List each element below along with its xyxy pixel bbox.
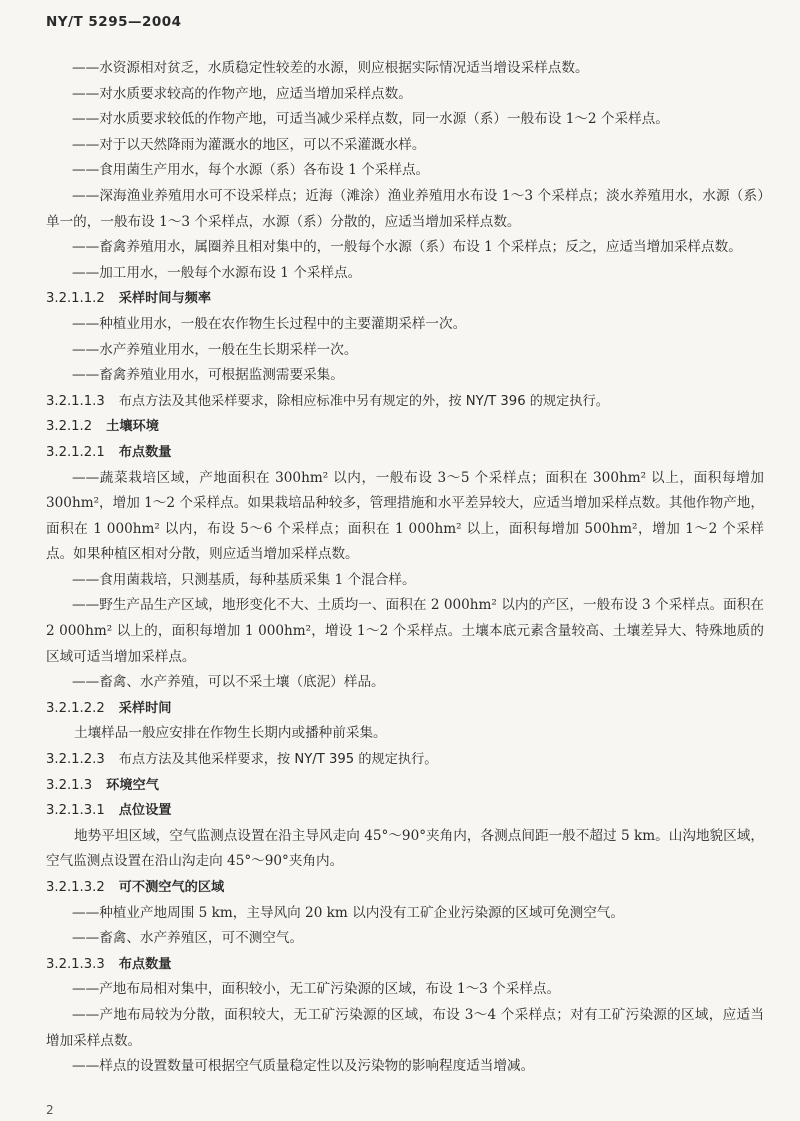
section-heading <box>46 747 764 773</box>
section-title: 布点数量 <box>118 444 172 460</box>
section-heading <box>46 952 764 978</box>
section-title: 环境空气 <box>106 777 159 793</box>
list-item: ——水产养殖业用水，一般在生长期采样一次。 <box>72 341 358 358</box>
list-item: ——对水质要求较低的作物产地，可适当减少采样点数，同一水源（系）一般布设 1～2 个采样点。 <box>72 111 669 128</box>
paragraph: 地势平坦区域，空气监测点设置在沿主导风走向 45°～90°夹角内，各测点间距一般不超过 5 km。山沟地貌区域，空气监测点设置在沿山沟走向 45°～90°夹角内。 <box>46 827 764 870</box>
section-number: 3.2.1.3.1 <box>46 803 105 819</box>
section-title: 采样时间 <box>118 700 172 716</box>
section-title: 点位设置 <box>118 803 172 819</box>
section-heading <box>46 696 764 722</box>
document-number-header: NY/T 5295—2004 <box>46 14 182 30</box>
section-number: 3.2.1.2.2 <box>46 700 105 716</box>
document-body <box>46 56 764 1080</box>
section-title: 布点数量 <box>118 956 172 972</box>
list-item: ——畜禽养殖用水，属圈养且相对集中的，一般每个水源（系）布设 1 个采样点；反之，应适当增加采样点数。 <box>72 239 742 256</box>
list-item: ——畜禽养殖业用水，可根据监测需要采集。 <box>72 367 344 384</box>
list-item: ——畜禽、水产养殖，可以不采土壤（底泥）样品。 <box>72 674 385 691</box>
section-title: 土壤环境 <box>106 419 159 435</box>
section-number: 3.2.1.2.3 <box>46 752 105 768</box>
list-item: ——深海渔业养殖用水可不设采样点；近海（滩涂）渔业养殖用水布设 1～3 个采样点；淡水养殖用水，水源（系）单一的，一般布设 1～3 个采样点，水源（系）分散的，应适当增加采样点数。 <box>46 187 764 230</box>
section-heading <box>46 286 764 312</box>
list-item: ——对水质要求较高的作物产地，应适当增加采样点数。 <box>72 85 412 102</box>
list-item: ——畜禽、水产养殖区，可不测空气。 <box>72 930 304 947</box>
section-heading <box>46 773 764 799</box>
section-heading <box>46 798 764 824</box>
section-heading <box>46 440 764 466</box>
section-title: 采样时间与频率 <box>118 291 212 307</box>
paragraph: 土壤样品一般应安排在作物生长期内或播种前采集。 <box>74 725 387 742</box>
section-heading <box>46 389 764 415</box>
list-item: ——水资源相对贫乏，水质稳定性较差的水源，则应根据实际情况适当增设采样点数。 <box>72 60 589 76</box>
list-item: ——野生产品生产区域，地形变化不大、土质均一、面积在 2 000hm² 以内的产区，一般布设 3 个采样点。面积在 2 000hm² 以上的，面积每增加 1 000hm²，增设 1～2 个采样点。土壤本底元素含量较高、土壤差异大、特殊地质的区域可适当增加采样点。 <box>46 597 764 665</box>
section-number: 3.2.1.2.1 <box>46 444 105 460</box>
list-item: ——产地布局较为分散，面积较大，无工矿污染源的区域，布设 3～4 个采样点；对有工矿污染源的区域，应适当增加采样点数。 <box>46 1006 764 1049</box>
section-number: 3.2.1.3.2 <box>46 880 105 895</box>
list-item: ——产地布局相对集中，面积较小，无工矿污染源的区域，布设 1～3 个采样点。 <box>72 981 561 998</box>
list-item: ——食用菌栽培，只测基质，每种基质采集 1 个混合样。 <box>72 571 416 588</box>
page-number: 2 <box>46 1103 54 1117</box>
section-number: 3.2.1.3.3 <box>46 956 105 972</box>
list-item: ——食用菌生产用水，每个水源（系）各布设 1 个采样点。 <box>72 162 430 179</box>
list-item: ——种植业用水，一般在农作物生长过程中的主要灌期采样一次。 <box>72 315 467 332</box>
list-item: ——样点的设置数量可根据空气质量稳定性以及污染物的影响程度适当增减。 <box>72 1058 535 1075</box>
section-title: 可不测空气的区域 <box>118 880 225 895</box>
section-heading <box>46 875 764 901</box>
section-number: 3.2.1.2 <box>46 419 93 435</box>
section-number: 3.2.1.1.2 <box>46 291 105 307</box>
section-heading <box>46 414 764 440</box>
section-number: 3.2.1.3 <box>46 777 93 793</box>
section-title: 布点方法及其他采样要求，按 NY/T 395 的规定执行。 <box>118 752 438 768</box>
list-item: ——蔬菜栽培区域，产地面积在 300hm² 以内，一般布设 3～5 个采样点；面积在 300hm² 以上，面积每增加 300hm²，增加 1～2 个采样点。如果栽培品种较多，管理措施和水平差异较大，应适当增加采样点数。其他作物产地，面积在 1 000hm² 以内，布设 5～6 个采样点；面积在 1 000hm² 以上，面积每增加 500hm²，增加 1～2 个采样点。如果种植区相对分散，则应适当增加采样点数。 <box>46 469 764 563</box>
section-title: 布点方法及其他采样要求，除相应标准中另有规定的外，按 NY/T 396 的规定执行。 <box>118 393 609 409</box>
section-number: 3.2.1.1.3 <box>46 393 105 409</box>
list-item: ——种植业产地周围 5 km，主导风向 20 km 以内没有工矿企业污染源的区域可免测空气。 <box>72 904 624 921</box>
list-item: ——对于以天然降雨为灌溉水的地区，可以不采灌溉水样。 <box>72 136 426 153</box>
list-item: ——加工用水，一般每个水源布设 1 个采样点。 <box>72 264 362 281</box>
